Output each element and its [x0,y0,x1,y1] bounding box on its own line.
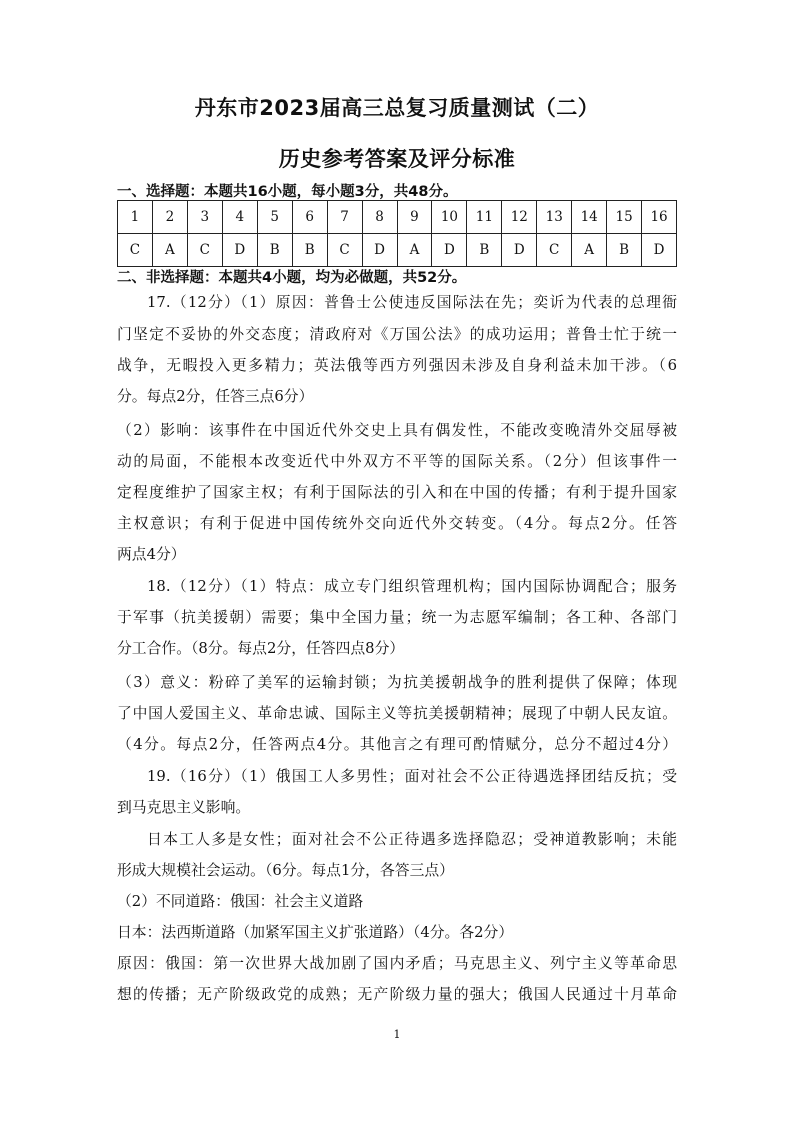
answer-letter: D [222,234,257,267]
answer-letter: C [537,234,572,267]
question-number: 1 [118,201,153,234]
answer-text-line: 17.（12分）（1）原因：普鲁士公使违反国际法在先；奕䜣为代表的总理衙 [147,294,677,311]
answer-table [117,200,677,267]
question-number: 6 [292,201,327,234]
question-number: 12 [502,201,537,234]
answer-text-line: 日本工人多是女性；面对社会不公正待遇多选择隐忍；受神道教影响；未能 [147,831,677,848]
answer-text-line: 两点4分） [117,546,186,563]
answer-letter: B [257,234,292,267]
question-number: 9 [397,201,432,234]
answer-text-line: 了中国人爱国主义、革命忠诚、国际主义等抗美援朝精神；展现了中朝人民友谊。 [117,705,677,722]
answer-letter: D [362,234,397,267]
answer-text-line: 分工合作。（8分。每点2分，任答四点8分） [117,640,405,657]
question-number: 4 [222,201,257,234]
answer-letter: C [187,234,222,267]
answer-text-line: 日本：法西斯道路（加紧军国主义扩张道路）（4分。各2分） [117,924,514,941]
answer-text-line: 定程度维护了国家主权；有利于国际法的引入和在中国的传播；有利于提升国家 [117,484,677,501]
answer-letter: A [397,234,432,267]
answer-number-row [118,201,677,234]
document-subtitle: 历史参考答案及评分标准 [278,147,516,171]
answer-text-line: 想的传播；无产阶级政党的成熟；无产阶级力量的强大；俄国人民通过十月革命 [117,986,677,1003]
answer-text-line: 形成大规模社会运动。（6分。每点1分，各答三点） [117,862,454,879]
answer-text-line: （4分。每点2分，任答两点4分。其他言之有理可酌情赋分，总分不超过4分） [117,736,677,753]
answer-text-line: 到马克思主义影响。 [117,799,251,816]
question-number: 5 [257,201,292,234]
answer-letter: D [432,234,467,267]
question-number: 8 [362,201,397,234]
answer-text-line: 主权意识；有利于促进中国传统外交向近代外交转变。（4分。每点2分。任答 [117,515,677,532]
question-number: 14 [572,201,607,234]
answer-text-line: （2）影响：该事件在中国近代外交史上具有偶发性，不能改变晚清外交屈辱被 [117,422,677,439]
answer-text-line: （3）意义：粉碎了美军的运输封锁；为抗美援朝战争的胜利提供了保障；体现 [117,674,677,691]
answer-letter: D [642,234,677,267]
question-number: 3 [187,201,222,234]
answer-letter: B [292,234,327,267]
document-title: 丹东市2023届高三总复习质量测试（二） [194,96,600,120]
answer-letter: C [118,234,153,267]
answer-letter: A [152,234,187,267]
section-heading-choice: 一、选择题：本题共16小题，每小题3分，共48分。 [117,184,458,200]
answer-text-line: （2）不同道路：俄国：社会主义道路 [117,893,364,910]
section-heading-nonchoice: 二、非选择题：本题共4小题，均为必做题，共52分。 [117,270,467,286]
page-number: 1 [393,1028,401,1041]
answer-letter: B [467,234,502,267]
answer-text-line: 19.（16分）（1）俄国工人多男性；面对社会不公正待遇选择团结反抗；受 [147,768,677,785]
question-number: 16 [642,201,677,234]
answer-letter: D [502,234,537,267]
answer-text-line: 于军事（抗美援朝）需要；集中全国力量；统一为志愿军编制；各工种、各部门 [117,609,677,626]
answer-text-line: 战争，无暇投入更多精力；英法俄等西方列强因未涉及自身利益未加干涉。（6 [117,357,677,374]
answer-text-line: 门坚定不妥协的外交态度；清政府对《万国公法》的成功运用；普鲁士忙于统一 [117,326,677,343]
answer-text-line: 原因：俄国：第一次世界大战加剧了国内矛盾；马克思主义、列宁主义等革命思 [117,955,677,972]
question-number: 15 [607,201,642,234]
answer-text-line: 动的局面，不能根本改变近代中外双方不平等的国际关系。（2分）但该事件一 [117,453,677,470]
answer-text-line: 18.（12分）（1）特点：成立专门组织管理机构；国内国际协调配合；服务 [147,578,677,595]
answer-letter: A [572,234,607,267]
question-number: 2 [152,201,187,234]
answer-letter-row [118,234,677,267]
answer-letter: B [607,234,642,267]
answer-text-line: 分。每点2分，任答三点6分） [117,388,314,405]
answer-letter: C [327,234,362,267]
question-number: 7 [327,201,362,234]
question-number: 11 [467,201,502,234]
question-number: 13 [537,201,572,234]
question-number: 10 [432,201,467,234]
